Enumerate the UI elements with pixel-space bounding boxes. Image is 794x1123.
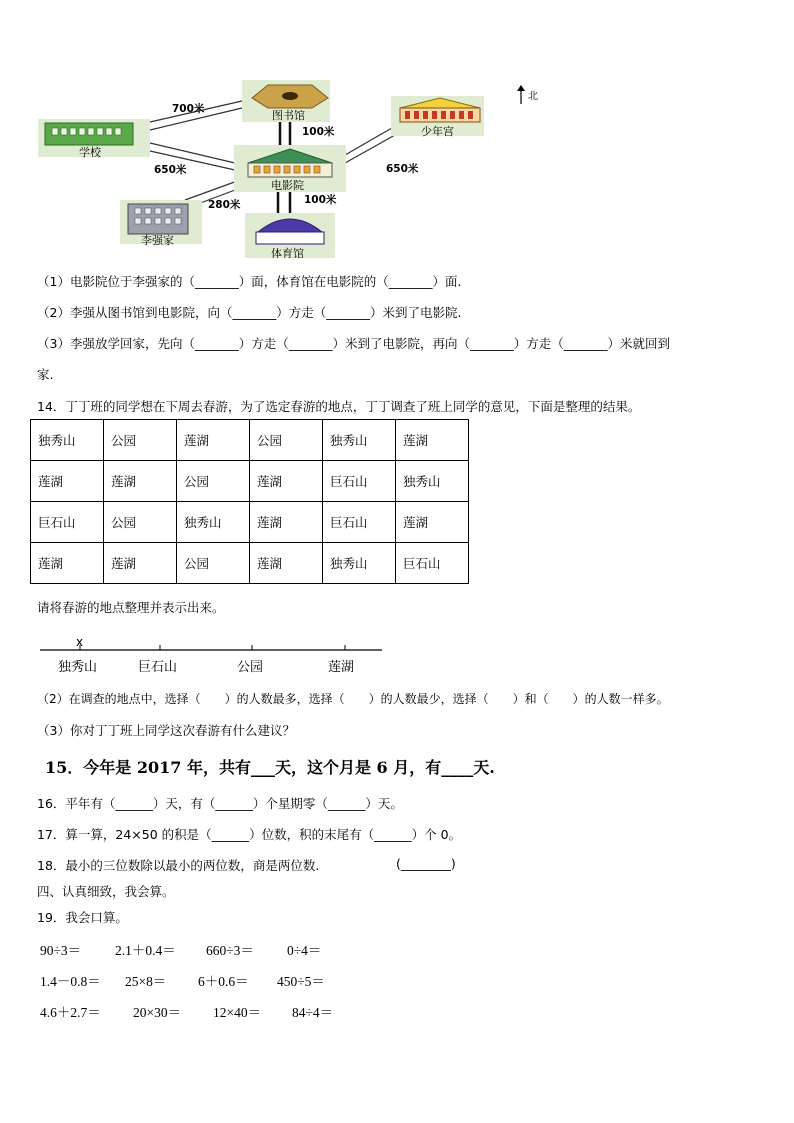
distance-cinema-youth: 650米: [386, 163, 419, 175]
q13-part1: （1）电影院位于李强家的（_______）面，体育馆在电影院的（_______）面.: [37, 274, 462, 289]
calc-item: 450÷5＝: [277, 974, 325, 989]
table-cell: 莲湖: [31, 543, 104, 584]
q13-part3-end: 家.: [37, 367, 54, 382]
calc-item: 20×30＝: [133, 1005, 182, 1020]
table-cell: 巨石山: [31, 502, 104, 543]
calc-item: 660÷3＝: [206, 943, 254, 958]
axis-label: 独秀山: [58, 660, 98, 675]
table-cell: 莲湖: [177, 420, 250, 461]
table-cell: 莲湖: [250, 461, 323, 502]
axis-label: 莲湖: [328, 660, 355, 675]
table-cell: 公园: [250, 420, 323, 461]
distance-library-cinema: 100米: [302, 126, 335, 138]
distance-school-cinema: 650米: [154, 164, 187, 176]
table-cell: 莲湖: [396, 502, 469, 543]
table-cell: 莲湖: [31, 461, 104, 502]
axis-label: 公园: [237, 660, 264, 675]
q19-title: 19．我会口算。: [37, 910, 128, 925]
q14-instruction: 请将春游的地点整理并表示出来。: [37, 600, 225, 615]
distance-cinema-gym: 100米: [304, 194, 337, 206]
survey-table: [30, 419, 469, 584]
table-cell: 莲湖: [250, 543, 323, 584]
calc-item: 6＋0.6＝: [198, 974, 249, 989]
axis-label: 巨石山: [138, 660, 178, 675]
q13-part2: （2）李强从图书馆到电影院，向（_______）方走（_______）米到了电影院.: [37, 305, 462, 320]
home-label: 李强家: [141, 234, 174, 247]
gym-label: 体育馆: [271, 247, 304, 260]
table-cell: 独秀山: [396, 461, 469, 502]
north-label: 北: [528, 91, 538, 102]
q16: 16．平年有（______）天，有（______）个星期零（______）天。: [37, 796, 403, 811]
table-cell: 公园: [104, 502, 177, 543]
table-cell: 公园: [177, 461, 250, 502]
table-cell: 莲湖: [250, 502, 323, 543]
distance-home-cinema: 280米: [208, 199, 241, 211]
table-cell: 莲湖: [104, 461, 177, 502]
q17: 17．算一算，24×50 的积是（______）位数，积的末尾有（______）个 0。: [37, 827, 462, 842]
calc-item: 25×8＝: [125, 974, 167, 989]
table-cell: 独秀山: [323, 420, 396, 461]
table-cell: 巨石山: [396, 543, 469, 584]
table-cell: 公园: [177, 543, 250, 584]
q14-intro: 14．丁丁班的同学想在下周去春游，为了选定春游的地点，丁丁调查了班上同学的意见，下面是整理的结果。: [37, 399, 641, 414]
table-cell: 公园: [104, 420, 177, 461]
table-row: [31, 502, 469, 543]
school-label: 学校: [79, 146, 101, 159]
q14-part2: （2）在调查的地点中，选择（ ）的人数最多，选择（ ）的人数最少，选择（ ）和（ ）的人数一样多。: [37, 692, 669, 706]
section-four-heading: 四、认真细致，我会算。: [37, 884, 175, 899]
calc-item: 84÷4＝: [292, 1005, 334, 1020]
q13-part3: （3）李强放学回家，先向（_______）方走（_______）米到了电影院，再向（_______）方走（_______）米就回到: [37, 336, 670, 351]
youth-palace-label: 少年宫: [421, 125, 454, 138]
library-label: 图书馆: [272, 109, 305, 122]
calc-item: 1.4－0.8＝: [40, 974, 101, 989]
cinema-label: 电影院: [271, 179, 304, 192]
table-cell: 莲湖: [104, 543, 177, 584]
tally-mark: x: [76, 635, 84, 649]
q18-blank: (________): [396, 856, 456, 871]
table-cell: 独秀山: [323, 543, 396, 584]
table-row: [31, 543, 469, 584]
calc-item: 2.1＋0.4＝: [115, 943, 176, 958]
table-cell: 独秀山: [177, 502, 250, 543]
calc-item: 4.6＋2.7＝: [40, 1005, 101, 1020]
table-cell: 巨石山: [323, 502, 396, 543]
table-cell: 巨石山: [323, 461, 396, 502]
table-row: [31, 461, 469, 502]
table-cell: 莲湖: [396, 420, 469, 461]
north-arrow-icon: [517, 85, 525, 104]
calc-item: 90÷3＝: [40, 943, 82, 958]
q15: 15．今年是 2017 年，共有___天，这个月是 6 月，有____天.: [45, 758, 495, 777]
table-row: [31, 420, 469, 461]
table-cell: 独秀山: [31, 420, 104, 461]
location-map: [0, 0, 794, 270]
calc-item: 0÷4＝: [287, 943, 322, 958]
road-cinema-gym: [278, 192, 290, 213]
q14-part3: （3）你对丁丁班上同学这次春游有什么建议？: [37, 723, 295, 738]
distance-school-library: 700米: [172, 103, 205, 115]
road-library-cinema: [280, 122, 290, 145]
calc-item: 12×40＝: [213, 1005, 262, 1020]
q18: 18．最小的三位数除以最小的两位数，商是两位数.: [37, 858, 320, 873]
road-cinema-youth: [345, 128, 395, 163]
